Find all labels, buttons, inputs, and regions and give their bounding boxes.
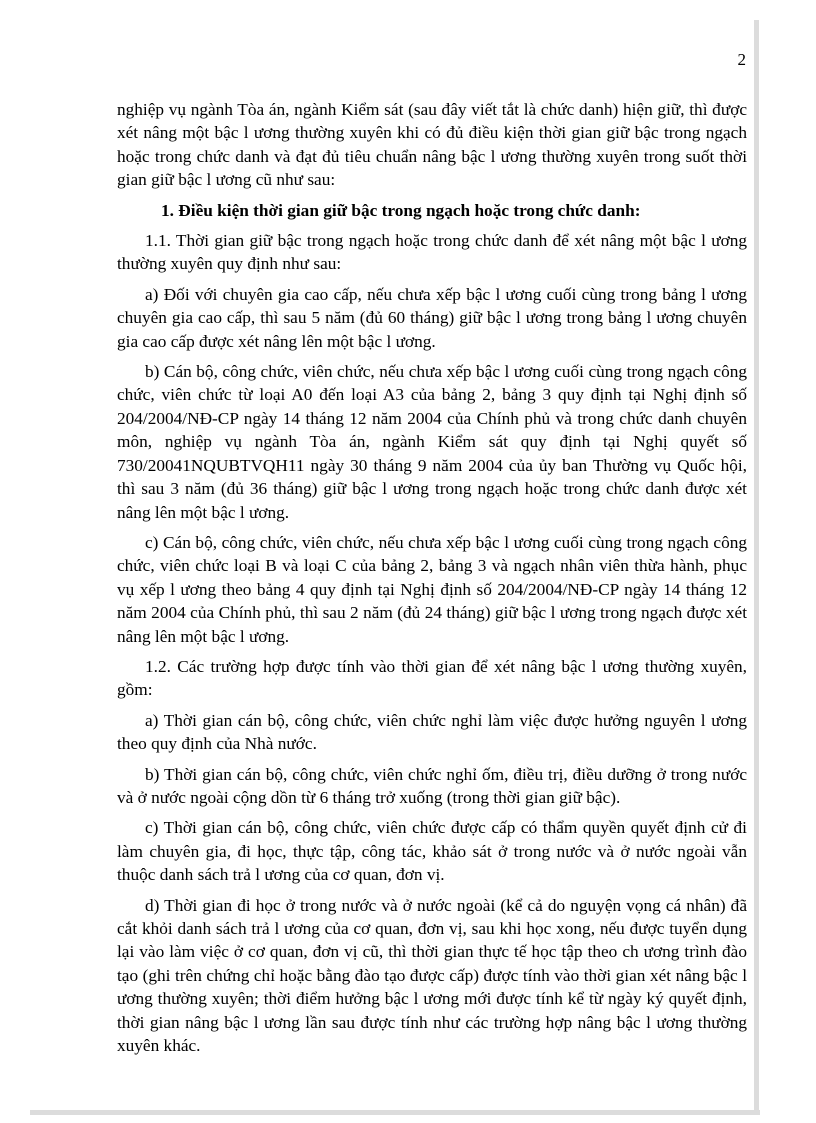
page-number: 2 <box>737 50 746 69</box>
document-body <box>117 98 747 1064</box>
paragraph-1-2-c: c) Thời gian cán bộ, công chức, viên chức được cấp có thẩm quyền quyết định cử đi làm chuyên gia, đi học, thực tập, công tác, khảo sát ở trong nước và ở nước ngoài vẫn thuộc danh sách trả l ương của cơ quan, đơn vị. <box>117 818 747 885</box>
paragraph-continuation: nghiệp vụ ngành Tòa án, ngành Kiểm sát (sau đây viết tắt là chức danh) hiện giữ, thì được xét nâng một bậc l ương thường xuyên khi có đủ điều kiện thời gian giữ bậc trong ngạch hoặc trong chức danh và đạt đủ tiêu chuẩn nâng bậc l ương thường xuyên trong suốt thời gian giữ bậc l ương cũ như sau: <box>117 100 747 190</box>
paragraph-1-2: 1.2. Các trường hợp được tính vào thời gian để xét nâng bậc l ương thường xuyên, gồm: <box>117 656 747 700</box>
paragraph-1-2-a: a) Thời gian cán bộ, công chức, viên chức nghỉ làm việc được hưởng nguyên l ương theo quy định của Nhà nước. <box>117 710 747 754</box>
paragraph-1-1: 1.1. Thời gian giữ bậc trong ngạch hoặc trong chức danh để xét nâng một bậc l ương thường xuyên quy định như sau: <box>117 231 747 274</box>
paragraph-1-1-b: b) Cán bộ, công chức, viên chức, nếu chưa xếp bậc l ương cuối cùng trong ngạch công chức, viên chức từ loại A0 đến loại A3 của bảng 2, bảng 3 quy định tại Nghị định số 204/2004/NĐ-CP ngày 14 tháng 12 năm 2004 của Chính phủ và trong chức danh chuyên môn, nghiệp vụ ngành Tòa án, ngành Kiểm sát quy định tại Nghị quyết số 730/20041NQUBTVQH11 ngày 30 tháng 9 năm 2004 của ủy ban Thường vụ Quốc hội, thì sau 3 năm (đủ 36 tháng) giữ bậc l ương trong ngạch hoặc trong chức danh được xét nâng lên một bậc l ương. <box>117 362 747 522</box>
paragraph-1-2-b: b) Thời gian cán bộ, công chức, viên chức nghỉ ốm, điều trị, điều dưỡng ở trong nước và ở nước ngoài cộng dồn từ 6 tháng trở xuống (trong thời gian giữ bậc). <box>117 764 747 807</box>
page-shadow-right <box>754 20 759 1110</box>
page-shadow-bottom <box>30 1110 760 1115</box>
paragraph-1-1-c: c) Cán bộ, công chức, viên chức, nếu chưa xếp bậc l ương cuối cùng trong ngạch công chức, viên chức loại B và loại C của bảng 2, bảng 3 và ngạch nhân viên thừa hành, phục vụ xếp l ương theo bảng 4 quy định tại Nghị định số 204/2004/NĐ-CP ngày 14 tháng 12 năm 2004 của Chính phủ, thì sau 2 năm (đủ 24 tháng) giữ bậc l ương trong ngạch được xét nâng lên một bậc l ương. <box>117 532 747 646</box>
paragraph-1-1-a: a) Đối với chuyên gia cao cấp, nếu chưa xếp bậc l ương cuối cùng trong bảng l ương chuyên gia cao cấp, thì sau 5 năm (đủ 60 tháng) giữ bậc l ương trong bảng l ương chuyên gia cao cấp được xét nâng lên một bậc l ương. <box>117 284 747 351</box>
section-heading: 1. Điều kiện thời gian giữ bậc trong ngạch hoặc trong chức danh: <box>161 200 641 220</box>
paragraph-1-2-d: d) Thời gian đi học ở trong nước và ở nước ngoài (kể cả do nguyện vọng cá nhân) đã cắt khỏi danh sách trả l ương của cơ quan, đơn vị, sau khi học xong, nếu được tuyển dụng lại vào làm việc ở cơ quan, đơn vị cũ, thì thời gian thực tế học tập theo ch ương trình đào tạo (ghi trên chứng chỉ hoặc bằng đào tạo được cấp) được tính vào thời gian xét nâng bậc l ương thường xuyên; thời điểm hưởng bậc l ương mới được tính kể từ ngày ký quyết định, thời gian nâng bậc l ương lần sau được tính như các trường hợp nâng bậc l ương thường xuyên khác. <box>117 895 747 1056</box>
